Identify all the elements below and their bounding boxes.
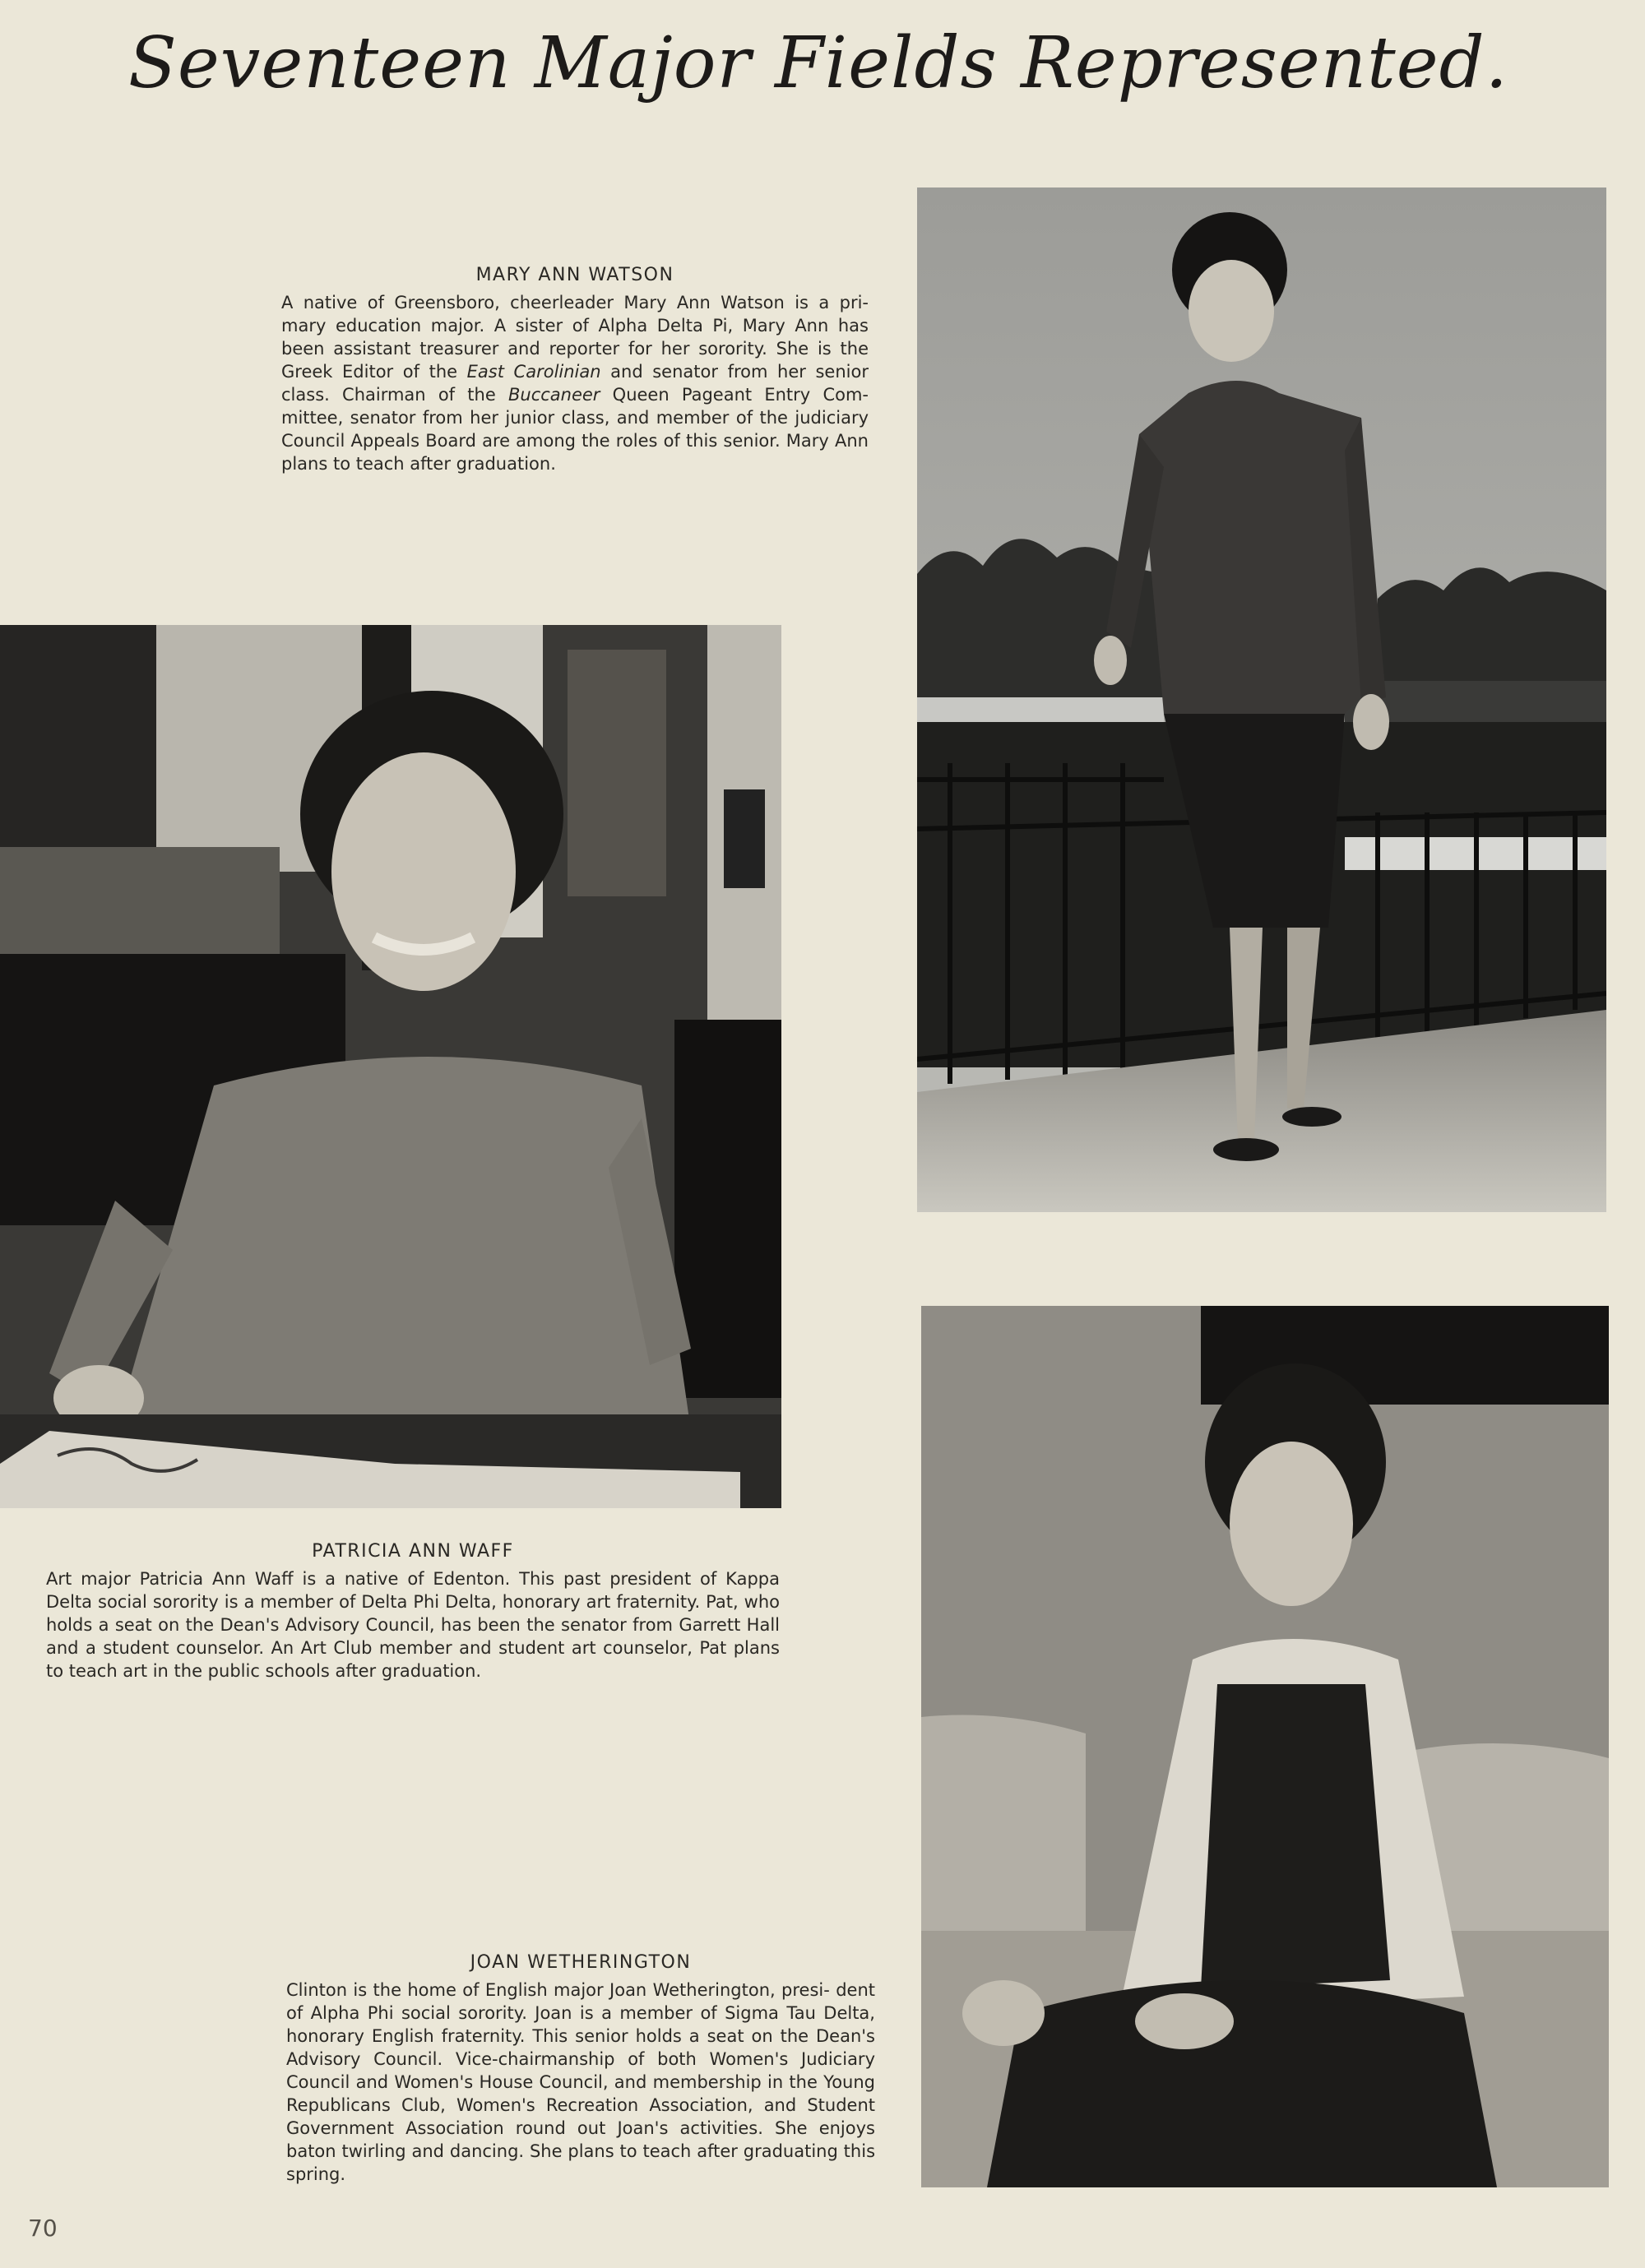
bio-joan-wetherington: [286, 1951, 875, 2186]
bio-line: Art major Patricia Ann Waff is a native of Edenton. This past president of: [46, 1569, 717, 1589]
bio-line: Kappa Delta social sorority is a member of Delta Phi Delta, honorary art: [46, 1569, 780, 1612]
bio-name: MARY ANN WATSON: [475, 265, 674, 285]
bio-line: been assistant treasurer and reporter for her sorority. She is the: [281, 339, 869, 359]
bio-line: dent of Alpha Phi social sorority. Joan is a member of Sigma: [286, 1980, 875, 2023]
bio-line: membership in the Young Republicans Club, Women's Recreation: [286, 2072, 875, 2115]
bio-line: Greek Editor of the: [281, 362, 467, 382]
publication-title: East Carolinian: [466, 362, 601, 382]
bio-line: A native of Greensboro, cheerleader Mary Ann Watson is a pri-: [281, 293, 869, 312]
bio-mary-ann-watson: [281, 263, 869, 475]
photo-patricia-ann-waff: [0, 625, 781, 1508]
bio-line: class. Chairman of the: [281, 385, 508, 405]
photo-illustration: [921, 1306, 1609, 2187]
bio-line: Queen Pageant Entry Com-: [600, 385, 869, 405]
bio-text: [286, 1979, 875, 2186]
bio-text: [281, 291, 869, 475]
bio-line: fraternity. Pat, who holds a seat on the Dean's Advisory Council, has been the: [46, 1592, 780, 1635]
bio-text: [46, 1567, 780, 1682]
bio-line: student art counselor, Pat plans to teach art in the public schools after: [46, 1638, 780, 1681]
bio-line: graduation.: [381, 1661, 482, 1681]
publication-title: Buccaneer: [507, 385, 600, 405]
bio-patricia-ann-waff: [46, 1539, 780, 1682]
photo-mary-ann-watson: [917, 187, 1606, 1212]
bio-line: and senator from her senior: [600, 362, 869, 382]
bio-line: mittee, senator from her junior class, and member of the judiciary: [281, 408, 869, 428]
bio-line: plans to teach after graduating this spring.: [286, 2141, 876, 2184]
bio-line: Women's Judiciary Council and Women's House Council, and: [286, 2049, 875, 2092]
page-number: 70: [28, 2215, 58, 2242]
bio-line: Clinton is the home of English major Joan Wetherington, presi-: [286, 1980, 830, 2000]
bio-line: on the Dean's Advisory Council. Vice-chairmanship of both: [286, 2026, 875, 2069]
bio-line: senator from Garrett Hall and a student counselor. An Art Club member and: [46, 1615, 780, 1658]
bio-line: Association, and Student Government Association round out: [286, 2095, 875, 2138]
bio-line: mary education major. A sister of Alpha Delta Pi, Mary Ann has: [281, 316, 869, 336]
photo-illustration: [0, 625, 781, 1508]
photo-joan-wetherington: [921, 1306, 1609, 2187]
bio-name: JOAN WETHERINGTON: [470, 1952, 692, 1973]
bio-line: Joan's activities. She enjoys baton twirling and dancing. She: [286, 2118, 875, 2161]
bio-name: PATRICIA ANN WAFF: [312, 1541, 514, 1562]
page-title: Seventeen Major Fields Represented.: [127, 22, 1509, 104]
bio-line: Tau Delta, honorary English fraternity. This senior holds a seat: [286, 2003, 875, 2046]
bio-line: Council Appeals Board are among the roles of this senior. Mary: [281, 431, 829, 451]
bio-line: Ann plans to teach after graduation.: [281, 431, 869, 474]
photo-illustration: [917, 187, 1606, 1212]
